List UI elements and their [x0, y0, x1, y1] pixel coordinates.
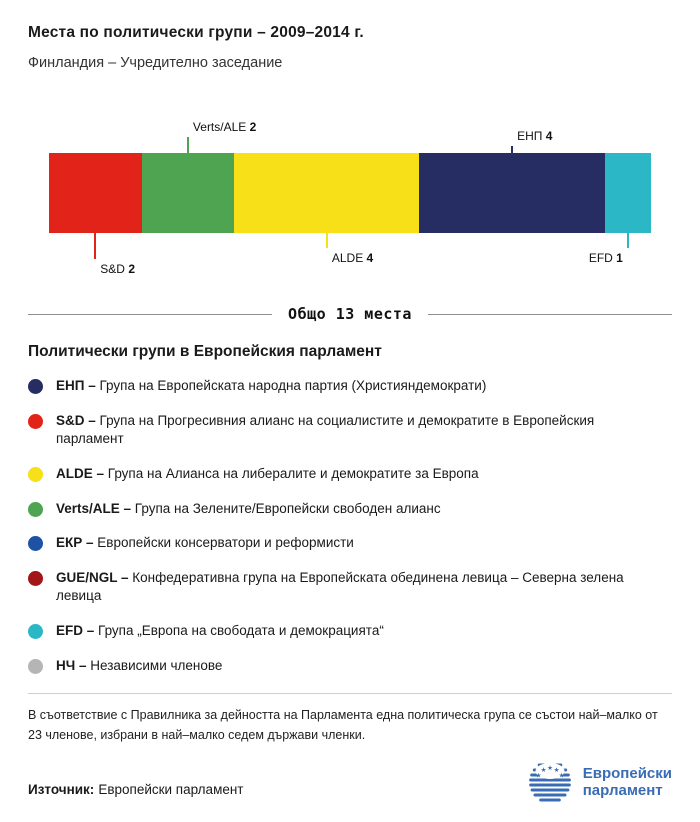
page-title: Места по политически групи – 2009–2014 г.	[28, 24, 364, 41]
segment-енп[interactable]	[419, 153, 604, 233]
callout-line-alde	[326, 233, 328, 248]
source-label: Източник:	[28, 782, 95, 797]
total-seats-label: Общо 13 места	[288, 305, 412, 323]
svg-text:★: ★	[558, 771, 565, 780]
ep-logo[interactable]	[527, 759, 672, 805]
segment-efd[interactable]	[605, 153, 651, 233]
segment-verts-ale[interactable]	[142, 153, 235, 233]
legend-item-s-d	[28, 412, 672, 449]
callout-label-efd: EFD 1	[588, 251, 623, 265]
segment-alde[interactable]	[234, 153, 419, 233]
ep-logo-icon	[527, 759, 573, 805]
legend-heading: Политически групи в Европейския парламент	[28, 343, 382, 360]
legend-label: ЕНП – Група на Европейската народна партия (Християндемократи)	[56, 378, 487, 393]
footnote: В съответствие с Правилника за дейността на Парламента една политическа група се състои най–малко от 23 членове, избрани в най–малко седем държави членки.	[28, 708, 658, 742]
svg-text:★: ★	[546, 764, 553, 772]
legend-item-alde	[28, 465, 672, 484]
callout-line-efd	[627, 233, 629, 248]
source-value: Европейски парламент	[98, 782, 244, 797]
legend-dot-нч	[28, 659, 43, 674]
legend-list	[28, 377, 672, 675]
callout-label-енп: ЕНП 4	[517, 129, 553, 143]
legend-item-verts-ale	[28, 500, 672, 519]
footer-row	[28, 759, 672, 805]
legend-label: GUE/NGL – Конфедеративна група на Европейската обединена левица – Северна зелена левица	[56, 569, 624, 604]
callout-label-verts-ale: Verts/ALE 2	[192, 120, 257, 134]
callout-line-s-d	[94, 233, 96, 259]
legend-label: ALDE – Група на Алианса на либералите и демократите за Европа	[56, 465, 479, 481]
callout-label-s-d: S&D 2	[100, 262, 135, 276]
legend-item-нч	[28, 657, 672, 676]
callout-line-verts-ale	[187, 137, 189, 153]
legend-label: Verts/ALE – Група на Зелените/Европейски свободен алианс	[56, 500, 441, 516]
legend-dot-alde	[28, 467, 43, 482]
ep-logo-text	[583, 765, 672, 800]
source	[28, 782, 244, 797]
svg-text:★: ★	[535, 771, 542, 780]
legend-dot-verts-ale	[28, 502, 43, 517]
legend-dot-gue-ngl	[28, 571, 43, 586]
legend-label: EFD – Група „Европа на свободата и демокрацията“	[56, 623, 384, 638]
total-seats-divider	[28, 305, 672, 323]
ep-logo-line2: парламент	[582, 782, 663, 799]
ep-logo-line1: Европейски	[582, 764, 672, 782]
legend-item-gue-ngl	[28, 569, 672, 606]
stacked-bar	[49, 153, 651, 233]
svg-text:★: ★	[540, 766, 547, 774]
callout-label-alde: ALDE 4	[331, 251, 374, 265]
divider-line-right	[428, 314, 672, 315]
segment-s-d[interactable]	[49, 153, 142, 233]
bar-chart	[49, 119, 651, 283]
legend-dot-енп	[28, 379, 43, 394]
divider-line-left	[28, 314, 272, 315]
legend-label: S&D – Група на Прогресивния алианс на социалистите и демократите в Европейския парламент	[56, 412, 595, 447]
legend-item-efd	[28, 622, 672, 641]
legend-label: НЧ – Независими членове	[56, 657, 223, 673]
legend-dot-s-d	[28, 414, 43, 429]
legend-dot-екр	[28, 536, 43, 551]
legend-item-енп	[28, 377, 672, 396]
callout-line-енп	[511, 146, 513, 153]
legend-dot-efd	[28, 624, 43, 639]
page-subtitle: Финландия – Учредително заседание	[28, 55, 283, 71]
svg-text:★: ★	[553, 766, 560, 774]
legend-item-екр	[28, 534, 672, 553]
legend-label: ЕКР – Европейски консерватори и реформисти	[56, 535, 354, 551]
